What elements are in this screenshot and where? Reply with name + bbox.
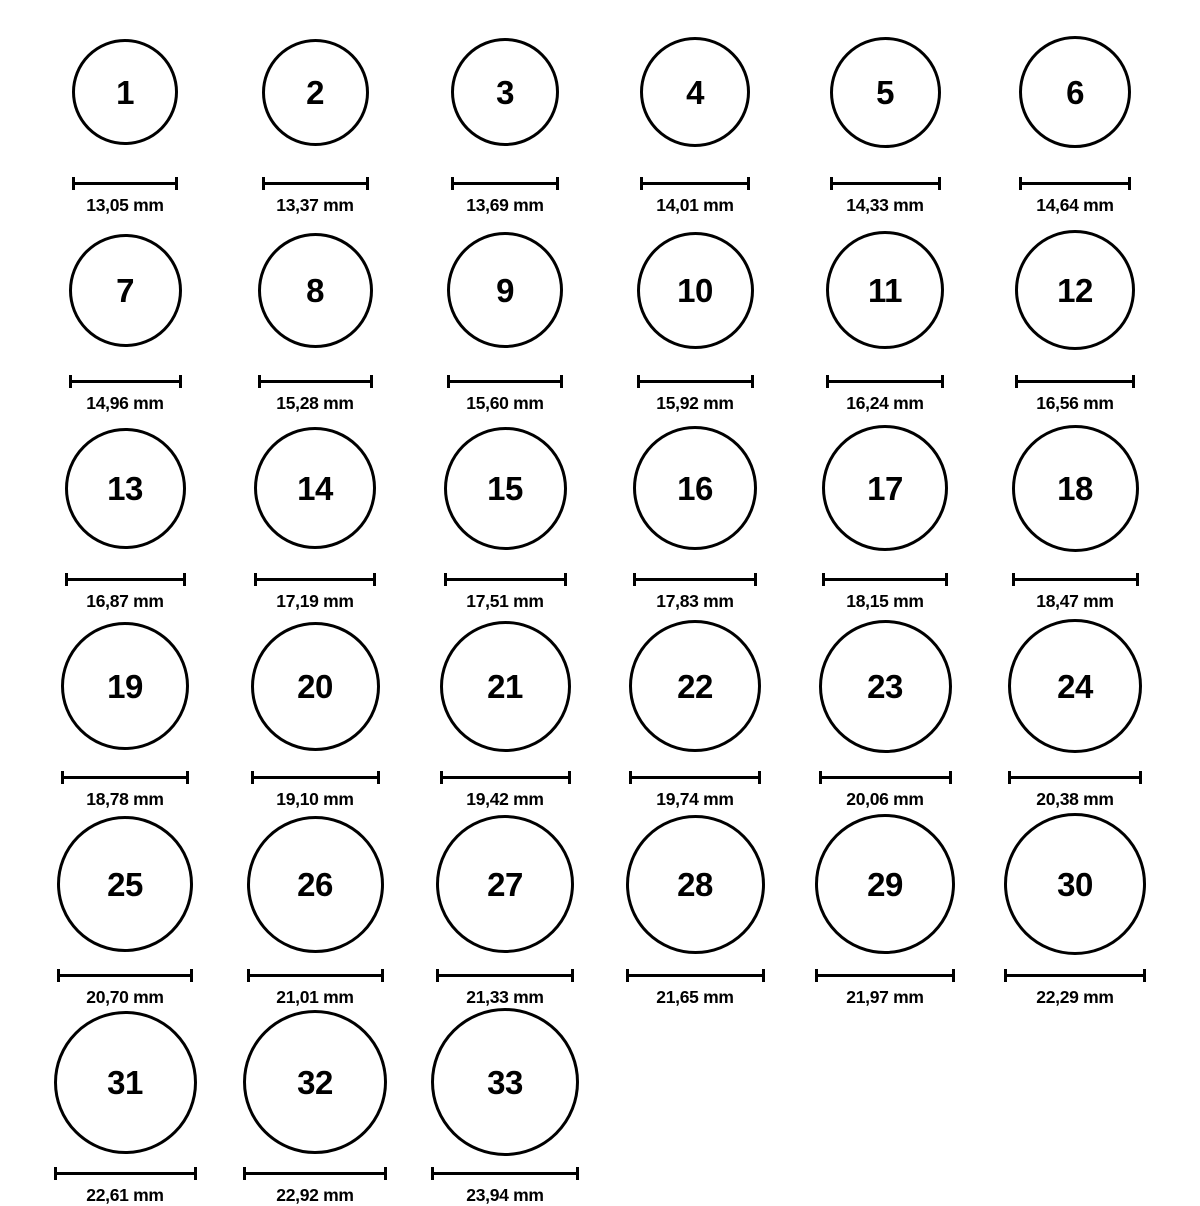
ring-circle-wrap	[1001, 18, 1149, 166]
ring-size-cell	[790, 18, 980, 216]
ring-circle-wrap	[431, 1008, 579, 1156]
ring-size-number: 31	[107, 1063, 143, 1101]
measure-line	[626, 974, 765, 977]
measure-line	[444, 578, 567, 581]
ring-size-cell	[600, 612, 790, 810]
diameter-measure-bar	[57, 968, 193, 982]
diameter-label: 16,24 mm	[846, 393, 924, 413]
ring-circle-outline	[243, 1010, 387, 1154]
ring-size-number: 25	[107, 865, 143, 903]
diameter-label: 21,01 mm	[276, 987, 354, 1007]
diameter-measure-bar	[444, 572, 567, 586]
diameter-label: 18,47 mm	[1036, 591, 1114, 611]
measure-line	[451, 182, 559, 185]
measure-line	[436, 974, 574, 977]
measure-line	[262, 182, 369, 185]
ring-size-number: 23	[867, 667, 903, 705]
diameter-label: 16,87 mm	[86, 591, 164, 611]
ring-size-number: 2	[306, 73, 324, 111]
ring-size-number: 29	[867, 865, 903, 903]
diameter-measure-bar	[826, 374, 944, 388]
diameter-label: 16,56 mm	[1036, 393, 1114, 413]
ring-size-cell	[220, 414, 410, 612]
ring-size-number: 22	[677, 667, 713, 705]
measure-line	[243, 1172, 387, 1175]
ring-size-number: 19	[107, 667, 143, 705]
ring-size-cell	[790, 612, 980, 810]
ring-circle-wrap	[241, 612, 389, 760]
diameter-measure-bar	[1015, 374, 1135, 388]
ring-circle-wrap	[621, 414, 769, 562]
ring-circle-outline	[626, 815, 765, 954]
diameter-label: 13,69 mm	[466, 195, 544, 215]
ring-size-number: 4	[686, 73, 704, 111]
measure-line	[440, 776, 571, 779]
diameter-label: 20,70 mm	[86, 987, 164, 1007]
diameter-label: 14,33 mm	[846, 195, 924, 215]
ring-size-number: 13	[107, 469, 143, 507]
ring-circle-outline	[629, 620, 761, 752]
ring-size-cell	[410, 216, 600, 414]
measure-line	[633, 578, 757, 581]
ring-size-cell	[30, 414, 220, 612]
diameter-measure-bar	[61, 770, 189, 784]
diameter-measure-bar	[251, 770, 380, 784]
diameter-measure-bar	[69, 374, 182, 388]
ring-size-number: 1	[116, 73, 134, 111]
ring-circle-outline	[637, 232, 754, 349]
ring-size-number: 33	[487, 1063, 523, 1101]
diameter-label: 23,94 mm	[466, 1185, 544, 1205]
ring-circle-outline	[251, 622, 380, 751]
ring-size-number: 11	[868, 271, 902, 309]
diameter-label: 21,97 mm	[846, 987, 924, 1007]
ring-circle-wrap	[621, 612, 769, 760]
ring-size-number: 10	[677, 271, 713, 309]
diameter-measure-bar	[243, 1166, 387, 1180]
measure-line	[1019, 182, 1131, 185]
ring-circle-wrap	[811, 414, 959, 562]
diameter-measure-bar	[626, 968, 765, 982]
diameter-label: 21,65 mm	[656, 987, 734, 1007]
diameter-measure-bar	[447, 374, 563, 388]
diameter-label: 14,96 mm	[86, 393, 164, 413]
ring-circle-outline	[258, 233, 373, 348]
diameter-measure-bar	[262, 176, 369, 190]
ring-circle-wrap	[241, 216, 389, 364]
diameter-measure-bar	[72, 176, 178, 190]
diameter-label: 22,61 mm	[86, 1185, 164, 1205]
ring-size-cell	[410, 810, 600, 1008]
ring-size-cell	[600, 414, 790, 612]
measure-line	[1008, 776, 1142, 779]
measure-line	[258, 380, 373, 383]
ring-size-cell	[410, 612, 600, 810]
ring-circle-wrap	[241, 1008, 389, 1156]
ring-circle-outline	[65, 428, 186, 549]
diameter-label: 18,78 mm	[86, 789, 164, 809]
diameter-label: 14,01 mm	[656, 195, 734, 215]
diameter-measure-bar	[436, 968, 574, 982]
ring-size-cell	[30, 216, 220, 414]
ring-circle-outline	[61, 622, 189, 750]
ring-size-cell	[410, 1008, 600, 1206]
diameter-measure-bar	[1012, 572, 1139, 586]
ring-circle-outline	[815, 814, 955, 954]
ring-circle-wrap	[621, 18, 769, 166]
ring-circle-wrap	[811, 18, 959, 166]
ring-size-cell	[980, 612, 1170, 810]
diameter-label: 22,29 mm	[1036, 987, 1114, 1007]
ring-circle-wrap	[241, 810, 389, 958]
diameter-label: 15,28 mm	[276, 393, 354, 413]
diameter-measure-bar	[451, 176, 559, 190]
ring-circle-wrap	[241, 18, 389, 166]
ring-size-cell	[220, 18, 410, 216]
diameter-label: 14,64 mm	[1036, 195, 1114, 215]
measure-line	[629, 776, 761, 779]
ring-circle-wrap	[51, 1008, 199, 1156]
ring-size-cell	[30, 18, 220, 216]
diameter-measure-bar	[1004, 968, 1146, 982]
ring-size-cell	[600, 810, 790, 1008]
ring-size-number: 18	[1057, 469, 1093, 507]
ring-circle-outline	[830, 37, 941, 148]
ring-circle-wrap	[1001, 414, 1149, 562]
ring-size-number: 7	[116, 271, 134, 309]
ring-circle-wrap	[51, 414, 199, 562]
diameter-label: 19,10 mm	[276, 789, 354, 809]
ring-circle-outline	[1015, 230, 1135, 350]
ring-circle-wrap	[431, 612, 579, 760]
measure-line	[822, 578, 948, 581]
measure-line	[815, 974, 955, 977]
diameter-label: 18,15 mm	[846, 591, 924, 611]
ring-size-cell	[790, 216, 980, 414]
diameter-measure-bar	[629, 770, 761, 784]
ring-circle-wrap	[51, 18, 199, 166]
ring-circle-wrap	[431, 18, 579, 166]
diameter-measure-bar	[258, 374, 373, 388]
ring-size-cell	[410, 18, 600, 216]
diameter-measure-bar	[1008, 770, 1142, 784]
ring-circle-wrap	[431, 810, 579, 958]
ring-circle-outline	[1012, 425, 1139, 552]
ring-size-cell	[980, 18, 1170, 216]
ring-circle-wrap	[811, 810, 959, 958]
ring-size-number: 15	[487, 469, 523, 507]
ring-size-cell	[600, 216, 790, 414]
ring-size-number: 5	[876, 73, 894, 111]
measure-line	[447, 380, 563, 383]
diameter-measure-bar	[640, 176, 750, 190]
ring-size-number: 26	[297, 865, 333, 903]
ring-size-number: 20	[297, 667, 333, 705]
ring-circle-outline	[447, 232, 563, 348]
ring-size-cell	[220, 810, 410, 1008]
ring-circle-outline	[1008, 619, 1142, 753]
ring-circle-outline	[444, 427, 567, 550]
diameter-measure-bar	[633, 572, 757, 586]
measure-line	[254, 578, 376, 581]
ring-circle-outline	[262, 39, 369, 146]
ring-circle-outline	[822, 425, 948, 551]
diameter-measure-bar	[815, 968, 955, 982]
diameter-label: 19,74 mm	[656, 789, 734, 809]
diameter-measure-bar	[822, 572, 948, 586]
ring-circle-wrap	[51, 810, 199, 958]
diameter-label: 17,19 mm	[276, 591, 354, 611]
diameter-label: 15,92 mm	[656, 393, 734, 413]
ring-size-cell	[790, 414, 980, 612]
ring-size-number: 6	[1066, 73, 1084, 111]
diameter-measure-bar	[254, 572, 376, 586]
measure-line	[1004, 974, 1146, 977]
diameter-measure-bar	[819, 770, 952, 784]
ring-circle-outline	[247, 816, 384, 953]
ring-size-number: 21	[487, 667, 523, 705]
ring-circle-outline	[72, 39, 178, 145]
diameter-measure-bar	[65, 572, 186, 586]
ring-size-number: 32	[297, 1063, 333, 1101]
diameter-label: 20,38 mm	[1036, 789, 1114, 809]
ring-size-cell	[220, 1008, 410, 1206]
ring-circle-outline	[436, 815, 574, 953]
ring-circle-outline	[54, 1011, 197, 1154]
measure-line	[1015, 380, 1135, 383]
ring-size-number: 9	[496, 271, 514, 309]
ring-circle-wrap	[811, 216, 959, 364]
ring-size-cell	[600, 18, 790, 216]
ring-circle-wrap	[811, 612, 959, 760]
diameter-label: 13,37 mm	[276, 195, 354, 215]
measure-line	[640, 182, 750, 185]
ring-circle-outline	[819, 620, 952, 753]
ring-size-cell	[410, 414, 600, 612]
ring-size-number: 14	[297, 469, 333, 507]
diameter-measure-bar	[830, 176, 941, 190]
measure-line	[65, 578, 186, 581]
diameter-label: 21,33 mm	[466, 987, 544, 1007]
ring-size-cell	[30, 810, 220, 1008]
ring-size-number: 8	[306, 271, 324, 309]
ring-size-number: 27	[487, 865, 523, 903]
ring-circle-wrap	[621, 810, 769, 958]
measure-line	[1012, 578, 1139, 581]
ring-circle-outline	[431, 1008, 579, 1156]
diameter-measure-bar	[637, 374, 754, 388]
measure-line	[826, 380, 944, 383]
ring-size-cell	[790, 810, 980, 1008]
diameter-label: 19,42 mm	[466, 789, 544, 809]
diameter-measure-bar	[1019, 176, 1131, 190]
ring-circle-wrap	[51, 612, 199, 760]
measure-line	[637, 380, 754, 383]
diameter-label: 20,06 mm	[846, 789, 924, 809]
ring-circle-wrap	[431, 414, 579, 562]
diameter-measure-bar	[247, 968, 384, 982]
measure-line	[830, 182, 941, 185]
ring-circle-outline	[1019, 36, 1131, 148]
diameter-measure-bar	[431, 1166, 579, 1180]
diameter-label: 17,83 mm	[656, 591, 734, 611]
ring-size-number: 3	[496, 73, 514, 111]
ring-size-cell	[980, 810, 1170, 1008]
diameter-measure-bar	[54, 1166, 197, 1180]
ring-circle-outline	[826, 231, 944, 349]
ring-size-cell	[980, 216, 1170, 414]
diameter-label: 15,60 mm	[466, 393, 544, 413]
ring-size-cell	[220, 216, 410, 414]
ring-circle-wrap	[621, 216, 769, 364]
ring-circle-wrap	[1001, 810, 1149, 958]
ring-size-cell	[980, 414, 1170, 612]
ring-circle-wrap	[431, 216, 579, 364]
measure-line	[69, 380, 182, 383]
ring-size-cell	[30, 1008, 220, 1206]
measure-line	[431, 1172, 579, 1175]
ring-size-number: 30	[1057, 865, 1093, 903]
ring-size-number: 16	[677, 469, 713, 507]
ring-circle-wrap	[51, 216, 199, 364]
ring-circle-outline	[640, 37, 750, 147]
ring-circle-outline	[440, 621, 571, 752]
ring-circle-outline	[69, 234, 182, 347]
measure-line	[57, 974, 193, 977]
diameter-label: 13,05 mm	[86, 195, 164, 215]
ring-circle-wrap	[1001, 612, 1149, 760]
diameter-label: 17,51 mm	[466, 591, 544, 611]
ring-size-cell	[220, 612, 410, 810]
ring-size-cell	[30, 612, 220, 810]
measure-line	[72, 182, 178, 185]
ring-circle-outline	[1004, 813, 1146, 955]
measure-line	[819, 776, 952, 779]
ring-size-number: 24	[1057, 667, 1093, 705]
ring-circle-outline	[254, 427, 376, 549]
ring-circle-outline	[633, 426, 757, 550]
measure-line	[247, 974, 384, 977]
measure-line	[54, 1172, 197, 1175]
diameter-label: 22,92 mm	[276, 1185, 354, 1205]
measure-line	[251, 776, 380, 779]
ring-circle-outline	[451, 38, 559, 146]
ring-circle-outline	[57, 816, 193, 952]
ring-circle-wrap	[1001, 216, 1149, 364]
ring-circle-wrap	[241, 414, 389, 562]
ring-size-number: 17	[867, 469, 903, 507]
measure-line	[61, 776, 189, 779]
diameter-measure-bar	[440, 770, 571, 784]
ring-size-number: 28	[677, 865, 713, 903]
ring-size-number: 12	[1057, 271, 1093, 309]
